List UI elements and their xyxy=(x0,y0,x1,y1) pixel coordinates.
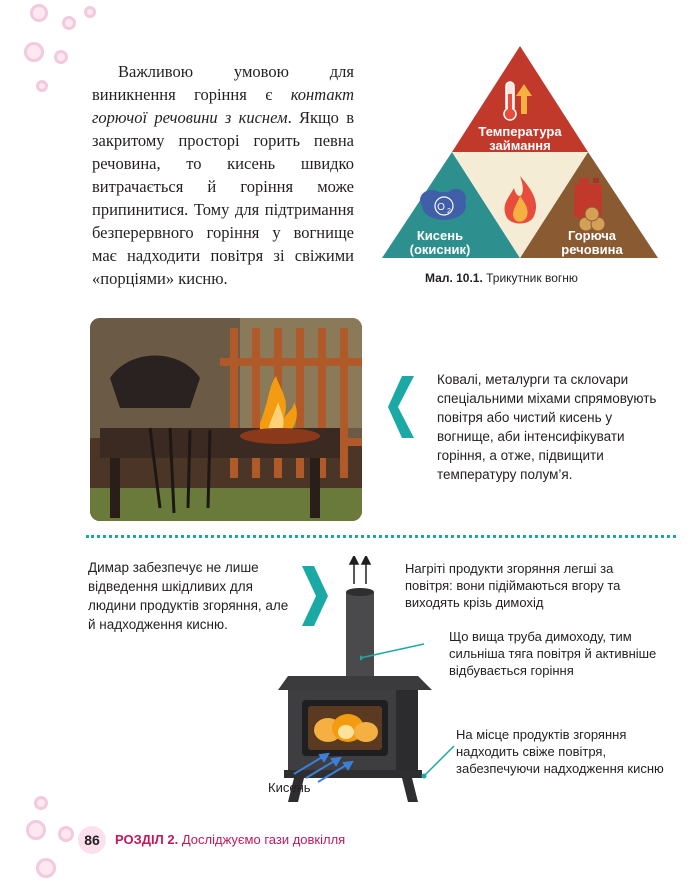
blacksmith-photo xyxy=(90,318,362,521)
note-fresh-air: На місце продуктів згоряння надходить свіже повітря, забезпечуючи надходження кисню xyxy=(456,727,664,776)
intro-emphasis: контакт горючої речовини з киснем xyxy=(92,85,354,127)
fire-triangle-figure xyxy=(382,44,658,264)
decor-circle xyxy=(62,16,76,30)
section-title: Досліджуємо гази довкілля xyxy=(181,832,346,847)
decor-circle xyxy=(30,4,48,22)
figure-caption xyxy=(425,271,578,285)
decor-circle xyxy=(24,42,44,62)
oxygen-label: Кисень xyxy=(268,780,311,795)
figure-caption-label: Мал. 10.1. xyxy=(425,271,483,285)
section-footer xyxy=(115,832,345,847)
triangle-left-label-1: Кисень xyxy=(416,228,464,243)
note-hot-products: Нагріті продукти згоряння легші за повітря: вони підіймаються вгору та виходять крізь димохід xyxy=(405,561,621,610)
smiths-paragraph: Ковалі, металурги та склovари спеціальними міхами спрямовують повітря або чистий кисень у вогнище, аби інтенсифікувати горіння, а отже, підвищити температуру полум’я. xyxy=(437,372,657,482)
decor-circle xyxy=(36,80,48,92)
page-number: 86 xyxy=(78,826,106,854)
chevron-left-icon xyxy=(388,376,416,438)
decor-circle xyxy=(36,858,56,878)
decor-circle xyxy=(54,50,68,64)
triangle-left-label-2: (окисник) xyxy=(409,242,471,257)
o2-symbol: O xyxy=(437,202,445,213)
decor-circle xyxy=(26,820,46,840)
thermometer-icon xyxy=(504,82,516,120)
intro-text-1: Важливою умовою для виникнення горіння є xyxy=(92,62,354,104)
rising-arrows-icon xyxy=(350,556,370,584)
o2-subscript: 2 xyxy=(447,208,451,215)
figure-caption-text: Трикутник вогню xyxy=(486,271,578,285)
triangle-right-label-1: Горюча xyxy=(568,228,616,243)
decor-circle xyxy=(34,796,48,810)
intro-paragraph xyxy=(92,60,354,290)
triangle-top-label-2: займання xyxy=(489,138,551,153)
note-chimney-height: Що вища труба димоходу, тим сильніша тяга повітря й активніше відбувається горіння xyxy=(449,629,657,678)
intro-text-2: . Якщо в закритому просторі горить певна речовина, то кисень швидко витрачається й горіння може припинитися. Тому для підтримання безперервного горіння у вогнище має надходити повітря зі свіжими «порціями» кисню. xyxy=(92,108,354,288)
chimney-paragraph: Димар забезпечує не лише відведення шкідливих для людини продуктів згоряння, але й надходження кисню. xyxy=(88,560,289,632)
decor-circle xyxy=(58,826,74,842)
callout-lines xyxy=(360,600,460,780)
decor-circle xyxy=(84,6,96,18)
dotted-divider xyxy=(86,535,676,538)
triangle-top-label-1: Температура xyxy=(478,124,562,139)
section-label: РОЗДІЛ 2. xyxy=(115,832,179,847)
triangle-right-label-2: речовина xyxy=(561,242,623,257)
